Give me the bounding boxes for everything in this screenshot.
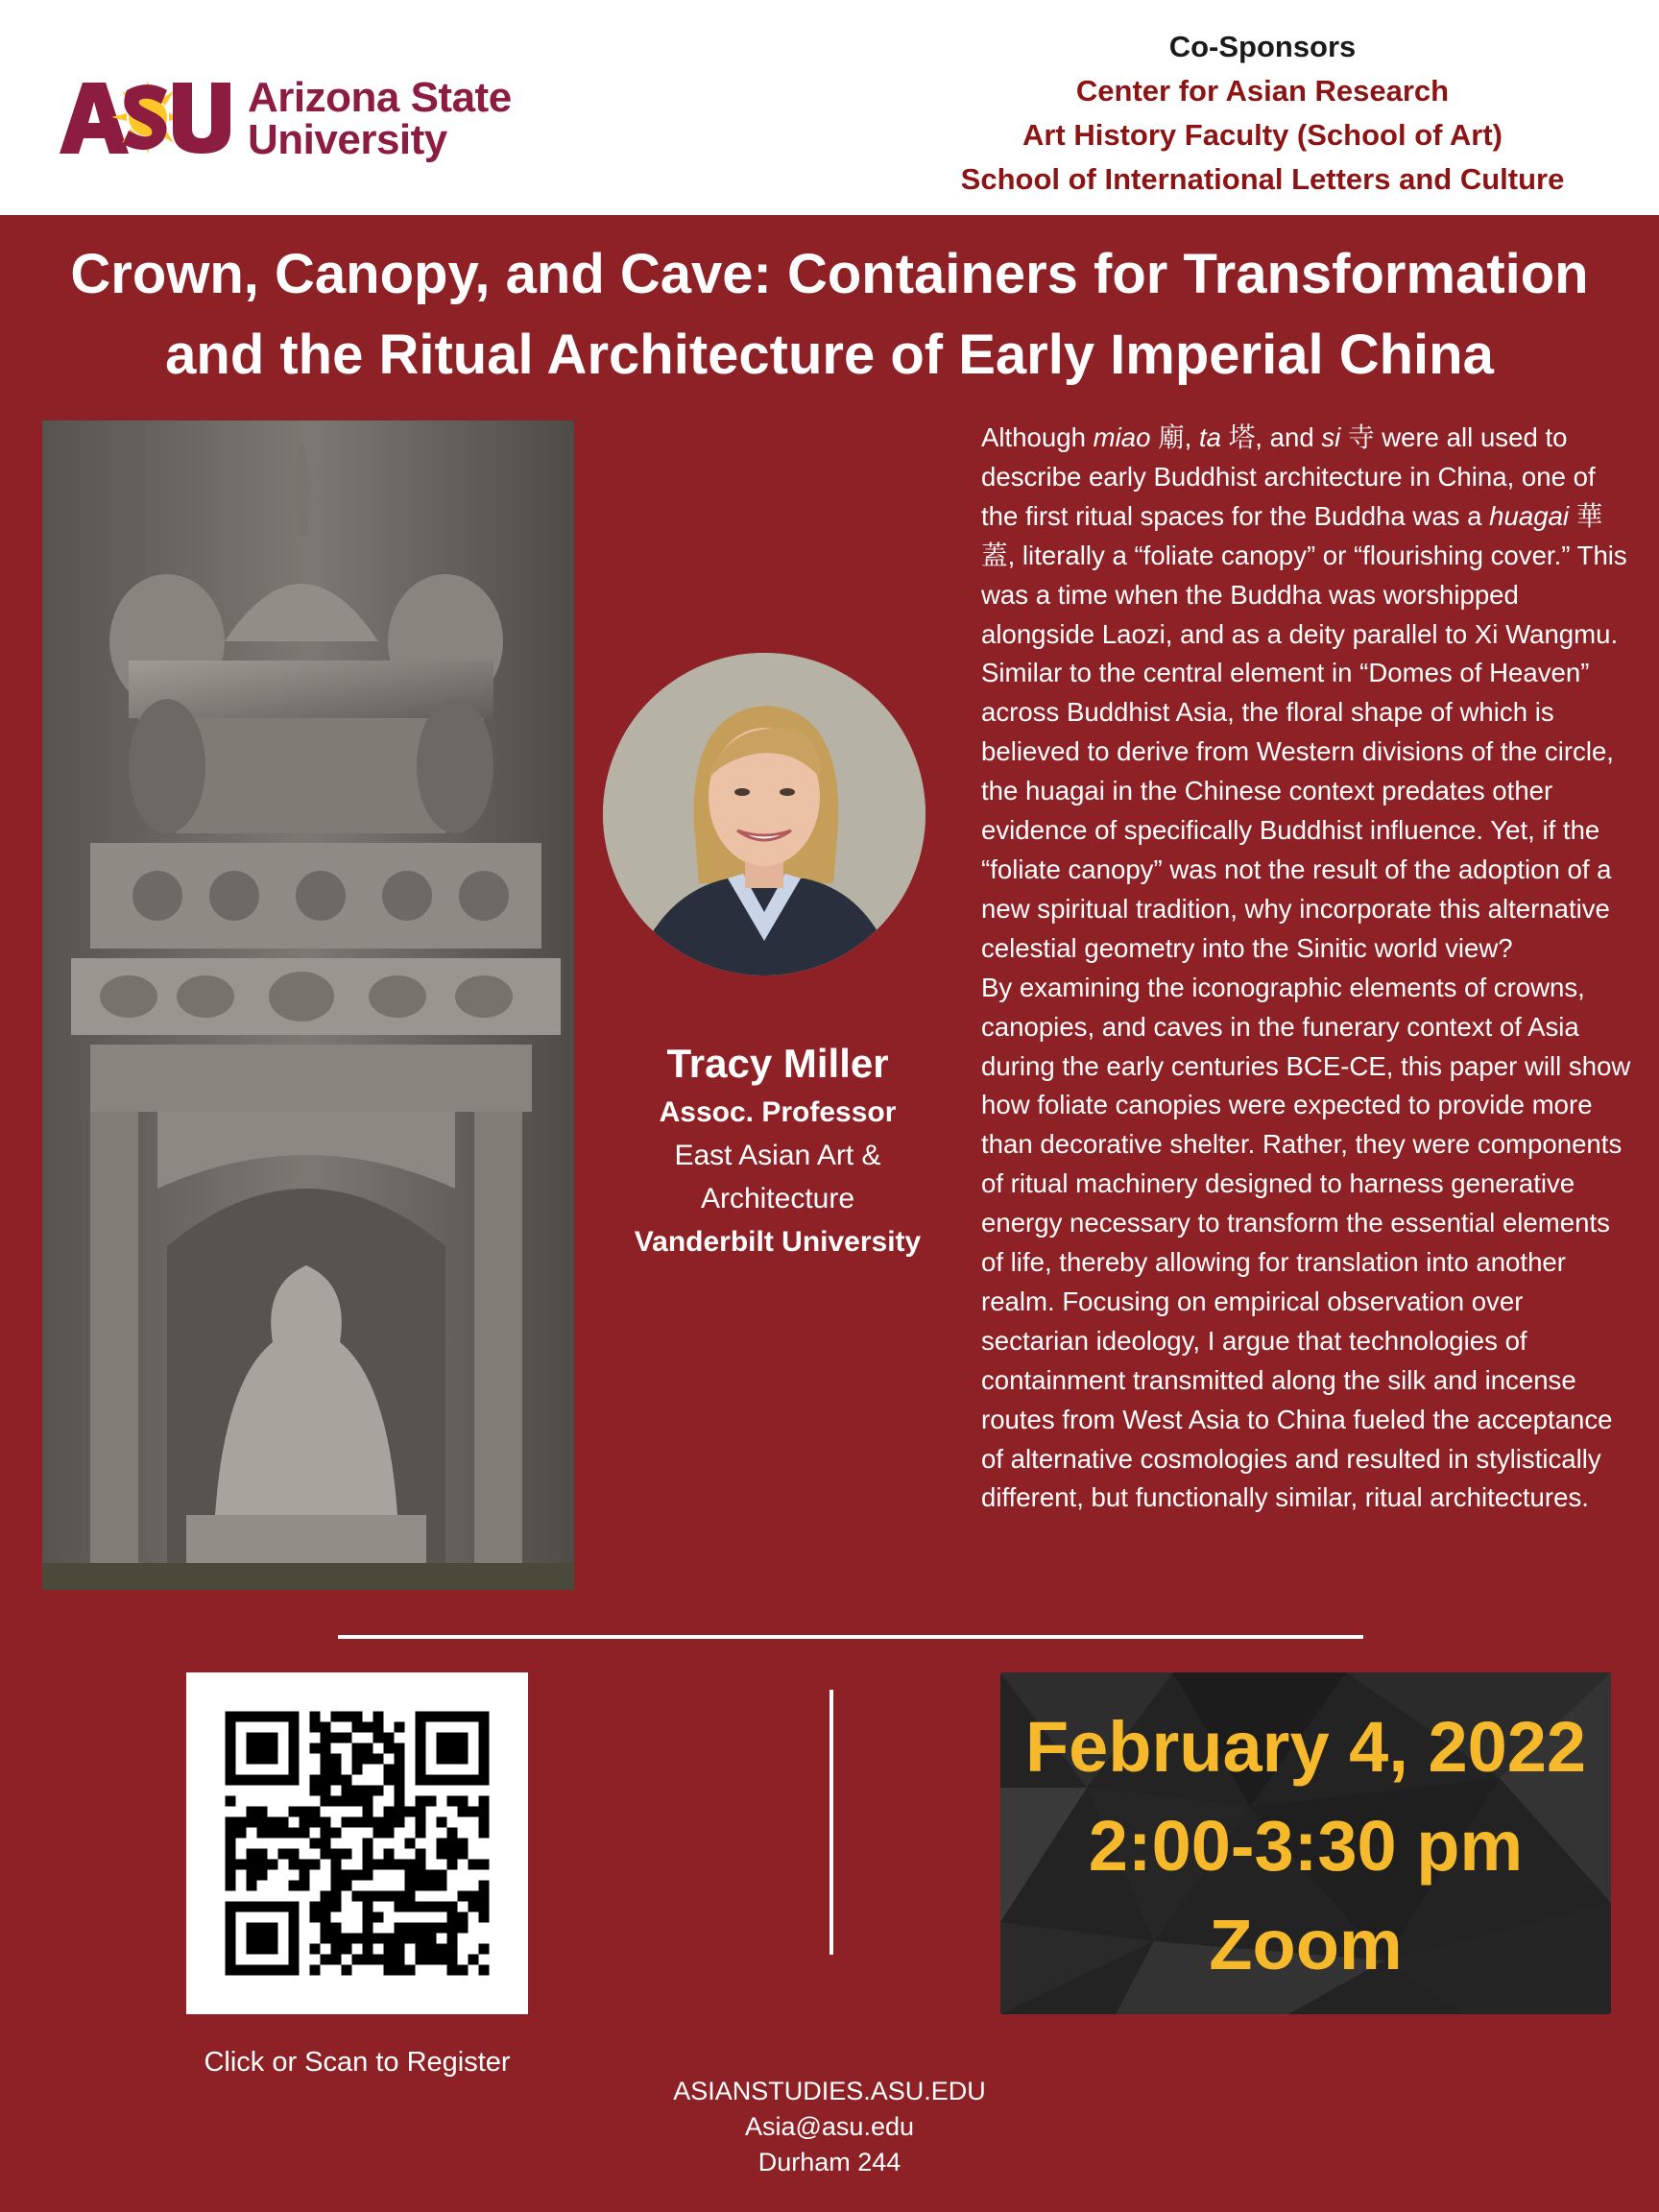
abstract-term: huagai <box>1489 500 1570 531</box>
footer-contact <box>614 2074 1045 2180</box>
abstract <box>981 419 1634 1518</box>
event-details <box>1000 1672 1611 2014</box>
register-qr-code[interactable] <box>186 1672 528 2014</box>
cosponsors-heading: Co-Sponsors <box>1168 30 1357 63</box>
stone-shrine-image-icon <box>42 421 574 1590</box>
title-line-1: Crown, Canopy, and Cave: Containers for Transformation <box>70 243 1589 305</box>
vertical-divider <box>830 1690 833 1955</box>
event-date: February 4, 2022 <box>1024 1707 1587 1787</box>
event-location: Zoom <box>1209 1905 1403 1984</box>
abstract-text: 廟, <box>1150 422 1200 452</box>
abstract-term: ta <box>1199 422 1222 452</box>
asu-logo[interactable] <box>60 74 540 163</box>
abstract-paragraph-1 <box>981 419 1634 969</box>
logo-line-2: University <box>248 116 447 163</box>
logo-line-1: Arizona State <box>248 74 512 121</box>
qr-code-icon <box>186 1672 528 2014</box>
abstract-text: 寺 were all used to describe early Buddhist architecture in China, one of the first ritual spaces for the Buddha was a <box>981 422 1596 531</box>
event-text <box>1000 1697 1611 1994</box>
speaker-info <box>605 1037 950 1263</box>
title-line-2: and the Ritual Architecture of Early Imperial China <box>165 324 1494 386</box>
abstract-term: si <box>1321 422 1341 452</box>
speaker-department-line-1: East Asian Art & <box>674 1140 881 1171</box>
speaker-department-line-2: Architecture <box>700 1183 855 1214</box>
horizontal-divider <box>338 1635 1363 1639</box>
cosponsor-item: School of International Letters and Culture <box>960 162 1565 196</box>
speaker-institution: Vanderbilt University <box>634 1226 922 1258</box>
stone-relief-photo <box>42 421 574 1590</box>
footer-room: Durham 244 <box>757 2148 902 2176</box>
speaker-title: Assoc. Professor <box>659 1096 897 1128</box>
event-time: 2:00-3:30 pm <box>1088 1806 1524 1886</box>
speaker-portrait <box>603 653 926 975</box>
cosponsor-item: Art History Faculty (School of Art) <box>1022 118 1503 152</box>
asu-logo-text <box>248 74 512 163</box>
abstract-text: 華蓋, literally a “foliate canopy” or “flourishing cover.” This was a time when the Buddha was worshipped alongside Laozi, and as a deity parallel to Xi Wangmu. Similar to the central element in “Domes of Heaven” across Buddhist Asia, the floral shape of which is believed to derive from Western divisions of the circle, the huagai in the Chinese context predates other evidence of specifically Buddhist influence. Yet, if the “foliate canopy” was not the result of the adoption of a new spiritual tradition, why incorporate this alternative celestial geometry into the Sinitic world view? <box>981 500 1627 963</box>
cosponsors <box>893 25 1632 202</box>
cosponsor-item: Center for Asian Research <box>1075 74 1450 108</box>
speaker-name: Tracy Miller <box>666 1041 889 1086</box>
abstract-text: Although <box>981 422 1094 452</box>
footer-email-link[interactable]: Asia@asu.edu <box>744 2112 914 2141</box>
asu-sunburst-logo-icon <box>60 79 232 154</box>
footer-website-link[interactable]: ASIANSTUDIES.ASU.EDU <box>673 2077 986 2105</box>
speaker-photo-icon <box>603 653 926 975</box>
lecture-title <box>0 234 1659 396</box>
header <box>0 0 1659 215</box>
register-link[interactable]: Click or Scan to Register <box>204 2047 511 2078</box>
abstract-term: miao <box>1093 422 1151 452</box>
abstract-paragraph-2: By examining the iconographic elements of crowns, canopies, and caves in the funerary context of Asia during the early centuries BCE-CE, this paper will show how foliate canopies were expected to provide more than decorative shelter. Rather, they were components of ritual machinery designed to harness generative energy necessary to transform the essential elements of life, thereby allowing for translation into another realm. Focusing on empirical observation over sectarian ideology, I argue that technologies of containment transmitted along the silk and incense routes from West Asia to China fueled the acceptance of alternative cosmologies and resulted in stylistically different, but functionally similar, ritual architectures. <box>981 972 1631 1513</box>
abstract-text: 塔, and <box>1221 422 1322 452</box>
